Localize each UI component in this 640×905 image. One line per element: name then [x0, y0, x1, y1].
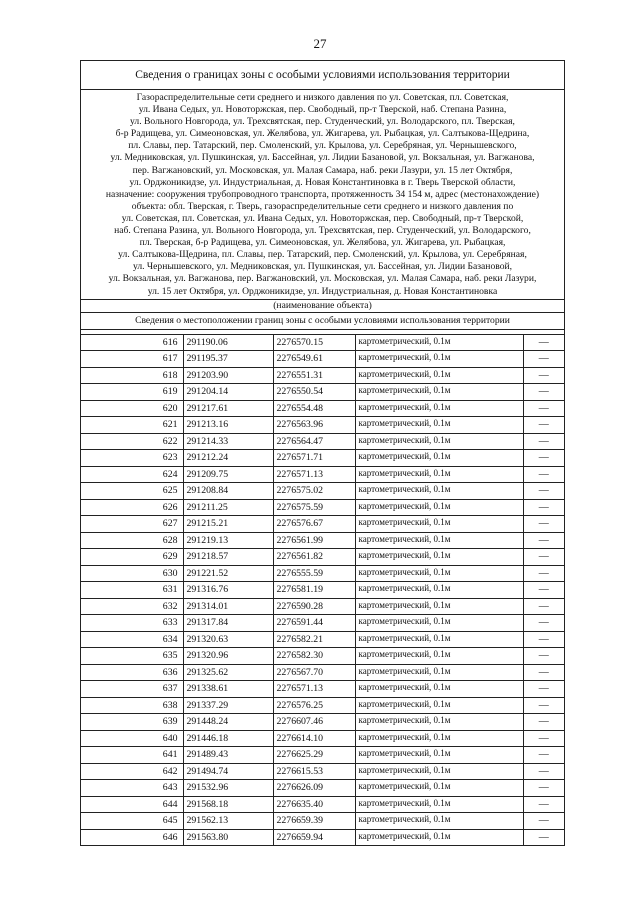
table-row [81, 417, 564, 434]
table-row [81, 631, 564, 648]
coord-y-cell: 2276551.31 [273, 367, 355, 384]
point-number-cell: 641 [81, 747, 183, 764]
object-description [81, 90, 564, 299]
point-number-cell: 617 [81, 351, 183, 368]
coord-y-cell: 2276635.40 [273, 796, 355, 813]
method-cell: картометрический, 0.1м [355, 516, 523, 533]
method-cell: картометрический, 0.1м [355, 598, 523, 615]
point-number-cell: 628 [81, 532, 183, 549]
description-line: наб. Степана Разина, ул. Вольного Новгорода, ул. Трехсвятская, пер. Студенческий, ул. Володарского, [114, 225, 531, 237]
table-row [81, 697, 564, 714]
description-cell: — [523, 796, 564, 813]
coord-y-cell: 2276570.15 [273, 335, 355, 351]
coord-x-cell: 291317.84 [183, 615, 273, 632]
description-line: б-р Радищева, ул. Симеоновская, ул. Желябова, ул. Жигарева, ул. Рыбацкая, ул. Салтыкова-Щедрина, [115, 128, 530, 140]
location-section-title: Сведения о местоположении границ зоны с особыми условиями использования территории [81, 312, 564, 330]
point-number-cell: 629 [81, 549, 183, 566]
coord-x-cell: 291446.18 [183, 730, 273, 747]
description-line: ул. Чернышевского, ул. Медниковская, ул. Пушкинская, ул. Бассейная, ул. Лидии Базановой, [132, 261, 513, 273]
table-row [81, 747, 564, 764]
coord-x-cell: 291209.75 [183, 466, 273, 483]
description-cell: — [523, 433, 564, 450]
point-number-cell: 637 [81, 681, 183, 698]
coord-x-cell: 291320.63 [183, 631, 273, 648]
method-cell: картометрический, 0.1м [355, 565, 523, 582]
point-number-cell: 645 [81, 813, 183, 830]
coord-x-cell: 291221.52 [183, 565, 273, 582]
coord-x-cell: 291448.24 [183, 714, 273, 731]
coord-y-cell: 2276581.19 [273, 582, 355, 599]
coord-x-cell: 291489.43 [183, 747, 273, 764]
description-line: ул. Вольного Новгорода, ул. Трехсвятская, пер. Студенческий, ул. Володарского, пл. Тверская, [130, 116, 515, 128]
coord-y-cell: 2276582.21 [273, 631, 355, 648]
coord-x-cell: 291338.61 [183, 681, 273, 698]
table-row [81, 400, 564, 417]
description-line: ул. Медниковская, ул. Пушкинская, ул. Бассейная, ул. Лидии Базановой, ул. Вокзальная, ул. Вагжанова, [110, 152, 535, 164]
table-row [81, 335, 564, 351]
method-cell: картометрический, 0.1м [355, 417, 523, 434]
table-row [81, 384, 564, 401]
point-number-cell: 632 [81, 598, 183, 615]
table-row [81, 367, 564, 384]
method-cell: картометрический, 0.1м [355, 813, 523, 830]
coord-y-cell: 2276582.30 [273, 648, 355, 665]
method-cell: картометрический, 0.1м [355, 450, 523, 467]
description-cell: — [523, 631, 564, 648]
method-cell: картометрический, 0.1м [355, 681, 523, 698]
description-cell: — [523, 615, 564, 632]
method-cell: картометрический, 0.1м [355, 763, 523, 780]
point-number-cell: 642 [81, 763, 183, 780]
table-row [81, 483, 564, 500]
coord-x-cell: 291214.33 [183, 433, 273, 450]
coord-y-cell: 2276549.61 [273, 351, 355, 368]
coord-x-cell: 291195.37 [183, 351, 273, 368]
point-number-cell: 646 [81, 829, 183, 845]
description-line: пер. Вагжановский, ул. Московская, ул. Малая Самара, наб. реки Лазури, ул. 15 лет Октября, [132, 164, 513, 176]
table-row [81, 532, 564, 549]
method-cell: картометрический, 0.1м [355, 335, 523, 351]
coord-x-cell: 291563.80 [183, 829, 273, 845]
coord-x-cell: 291204.14 [183, 384, 273, 401]
coord-y-cell: 2276571.71 [273, 450, 355, 467]
coord-x-cell: 291208.84 [183, 483, 273, 500]
page-number: 27 [313, 36, 327, 51]
description-line: ул. Салтыкова-Щедрина, пл. Славы, пер. Татарский, пер. Смоленский, ул. Крылова, ул. Серебряная, [118, 249, 527, 261]
method-cell: картометрический, 0.1м [355, 532, 523, 549]
point-number-cell: 622 [81, 433, 183, 450]
table-row [81, 466, 564, 483]
coord-y-cell: 2276576.67 [273, 516, 355, 533]
table-row [81, 813, 564, 830]
document-title: Сведения о границах зоны с особыми условиями использования территории [81, 61, 564, 90]
coord-x-cell: 291494.74 [183, 763, 273, 780]
method-cell: картометрический, 0.1м [355, 351, 523, 368]
description-cell: — [523, 664, 564, 681]
coord-x-cell: 291219.13 [183, 532, 273, 549]
method-cell: картометрический, 0.1м [355, 648, 523, 665]
description-cell: — [523, 829, 564, 845]
point-number-cell: 624 [81, 466, 183, 483]
description-cell: — [523, 681, 564, 698]
table-row [81, 780, 564, 797]
table-row [81, 516, 564, 533]
coord-x-cell: 291212.24 [183, 450, 273, 467]
coord-x-cell: 291316.76 [183, 582, 273, 599]
method-cell: картометрический, 0.1м [355, 697, 523, 714]
description-cell: — [523, 367, 564, 384]
method-cell: картометрический, 0.1м [355, 384, 523, 401]
coord-y-cell: 2276564.47 [273, 433, 355, 450]
coord-y-cell: 2276571.13 [273, 466, 355, 483]
table-row [81, 681, 564, 698]
point-number-cell: 618 [81, 367, 183, 384]
point-number-cell: 638 [81, 697, 183, 714]
coord-y-cell: 2276626.09 [273, 780, 355, 797]
point-number-cell: 636 [81, 664, 183, 681]
method-cell: картометрический, 0.1м [355, 780, 523, 797]
object-name-label: (наименование объекта) [81, 299, 564, 312]
table-row [81, 714, 564, 731]
description-cell: — [523, 714, 564, 731]
description-cell: — [523, 335, 564, 351]
description-line: ул. 15 лет Октября, ул. Орджоникидзе, ул. Индустриальная, д. Новая Константиновка [147, 285, 498, 297]
description-cell: — [523, 450, 564, 467]
description-line: пл. Тверская, б-р Радищева, ул. Симеоновская, ул. Желябова, ул. Жигарева, ул. Рыбацкая, [139, 237, 506, 249]
coordinates-table [81, 335, 564, 846]
method-cell: картометрический, 0.1м [355, 796, 523, 813]
coord-y-cell: 2276550.54 [273, 384, 355, 401]
table-row [81, 615, 564, 632]
method-cell: картометрический, 0.1м [355, 615, 523, 632]
coord-x-cell: 291320.96 [183, 648, 273, 665]
description-line: ул. Ивана Седых, ул. Новоторжская, пер. Свободный, пр-т Тверской, наб. Степана Разина, [138, 104, 507, 116]
coord-y-cell: 2276615.53 [273, 763, 355, 780]
description-cell: — [523, 384, 564, 401]
table-row [81, 796, 564, 813]
point-number-cell: 633 [81, 615, 183, 632]
method-cell: картометрический, 0.1м [355, 499, 523, 516]
zone-boundary-document [80, 60, 565, 846]
point-number-cell: 623 [81, 450, 183, 467]
point-number-cell: 634 [81, 631, 183, 648]
table-row [81, 598, 564, 615]
point-number-cell: 631 [81, 582, 183, 599]
table-row [81, 351, 564, 368]
coord-x-cell: 291190.06 [183, 335, 273, 351]
point-number-cell: 635 [81, 648, 183, 665]
description-cell: — [523, 532, 564, 549]
point-number-cell: 625 [81, 483, 183, 500]
method-cell: картометрический, 0.1м [355, 549, 523, 566]
table-row [81, 829, 564, 845]
description-line: Газораспределительные сети среднего и низкого давления по ул. Советская, пл. Советская, [136, 92, 509, 103]
description-cell: — [523, 697, 564, 714]
table-row [81, 499, 564, 516]
point-number-cell: 626 [81, 499, 183, 516]
description-cell: — [523, 763, 564, 780]
table-row [81, 648, 564, 665]
description-line: ул. Советская, пл. Советская, ул. Ивана Седых, ул. Новоторжская, пер. Свободный, пр-т Тверской, [121, 212, 524, 224]
method-cell: картометрический, 0.1м [355, 367, 523, 384]
description-line: ул. Орджоникидзе, ул. Индустриальная, д. Новая Константиновка в г. Тверь Тверской области, [129, 176, 516, 188]
method-cell: картометрический, 0.1м [355, 829, 523, 845]
point-number-cell: 621 [81, 417, 183, 434]
description-cell: — [523, 780, 564, 797]
method-cell: картометрический, 0.1м [355, 433, 523, 450]
table-row [81, 664, 564, 681]
method-cell: картометрический, 0.1м [355, 730, 523, 747]
coord-x-cell: 291562.13 [183, 813, 273, 830]
method-cell: картометрический, 0.1м [355, 582, 523, 599]
coord-x-cell: 291314.01 [183, 598, 273, 615]
description-cell: — [523, 648, 564, 665]
coord-y-cell: 2276575.59 [273, 499, 355, 516]
table-row [81, 549, 564, 566]
point-number-cell: 639 [81, 714, 183, 731]
table-row [81, 763, 564, 780]
description-cell: — [523, 598, 564, 615]
point-number-cell: 620 [81, 400, 183, 417]
description-cell: — [523, 400, 564, 417]
coord-x-cell: 291218.57 [183, 549, 273, 566]
coord-x-cell: 291568.18 [183, 796, 273, 813]
table-row [81, 433, 564, 450]
coord-y-cell: 2276567.70 [273, 664, 355, 681]
description-cell: — [523, 813, 564, 830]
table-row [81, 450, 564, 467]
table-row [81, 730, 564, 747]
description-cell: — [523, 417, 564, 434]
description-line: объекта: обл. Тверская, г. Тверь, газораспределительные сети среднего и низкого давления по [131, 200, 514, 212]
point-number-cell: 630 [81, 565, 183, 582]
coord-x-cell: 291337.29 [183, 697, 273, 714]
coord-y-cell: 2276659.94 [273, 829, 355, 845]
coord-x-cell: 291325.62 [183, 664, 273, 681]
description-cell: — [523, 499, 564, 516]
coord-x-cell: 291211.25 [183, 499, 273, 516]
method-cell: картометрический, 0.1м [355, 400, 523, 417]
coord-x-cell: 291215.21 [183, 516, 273, 533]
method-cell: картометрический, 0.1м [355, 483, 523, 500]
method-cell: картометрический, 0.1м [355, 664, 523, 681]
coord-y-cell: 2276571.13 [273, 681, 355, 698]
coord-y-cell: 2276625.29 [273, 747, 355, 764]
coord-x-cell: 291217.61 [183, 400, 273, 417]
table-row [81, 582, 564, 599]
coord-y-cell: 2276555.59 [273, 565, 355, 582]
coord-y-cell: 2276575.02 [273, 483, 355, 500]
point-number-cell: 627 [81, 516, 183, 533]
coord-y-cell: 2276563.96 [273, 417, 355, 434]
description-line: ул. Вокзальная, ул. Вагжанова, пер. Вагжановский, ул. Московская, ул. Малая Самара, наб. реки Лазури, [108, 273, 537, 285]
method-cell: картометрический, 0.1м [355, 714, 523, 731]
coord-y-cell: 2276607.46 [273, 714, 355, 731]
description-cell: — [523, 582, 564, 599]
method-cell: картометрический, 0.1м [355, 466, 523, 483]
coord-y-cell: 2276561.99 [273, 532, 355, 549]
description-cell: — [523, 516, 564, 533]
description-cell: — [523, 747, 564, 764]
description-line: назначение: сооружения трубопроводного транспорта, протяженность 34 154 м, адрес (местонахождение) [105, 188, 540, 200]
coord-x-cell: 291532.96 [183, 780, 273, 797]
point-number-cell: 640 [81, 730, 183, 747]
coord-y-cell: 2276576.25 [273, 697, 355, 714]
point-number-cell: 644 [81, 796, 183, 813]
coord-y-cell: 2276590.28 [273, 598, 355, 615]
description-line: пл. Славы, пер. Татарский, пер. Смоленский, ул. Крылова, ул. Серебряная, ул. Чернышевского, [128, 140, 517, 152]
point-number-cell: 616 [81, 335, 183, 351]
description-cell: — [523, 730, 564, 747]
description-cell: — [523, 549, 564, 566]
coord-x-cell: 291203.90 [183, 367, 273, 384]
method-cell: картометрический, 0.1м [355, 631, 523, 648]
description-cell: — [523, 466, 564, 483]
coord-x-cell: 291213.16 [183, 417, 273, 434]
coord-y-cell: 2276659.39 [273, 813, 355, 830]
table-row [81, 565, 564, 582]
description-cell: — [523, 483, 564, 500]
coord-y-cell: 2276591.44 [273, 615, 355, 632]
coord-y-cell: 2276561.82 [273, 549, 355, 566]
description-cell: — [523, 351, 564, 368]
coord-y-cell: 2276614.10 [273, 730, 355, 747]
point-number-cell: 619 [81, 384, 183, 401]
description-cell: — [523, 565, 564, 582]
coord-y-cell: 2276554.48 [273, 400, 355, 417]
method-cell: картометрический, 0.1м [355, 747, 523, 764]
point-number-cell: 643 [81, 780, 183, 797]
